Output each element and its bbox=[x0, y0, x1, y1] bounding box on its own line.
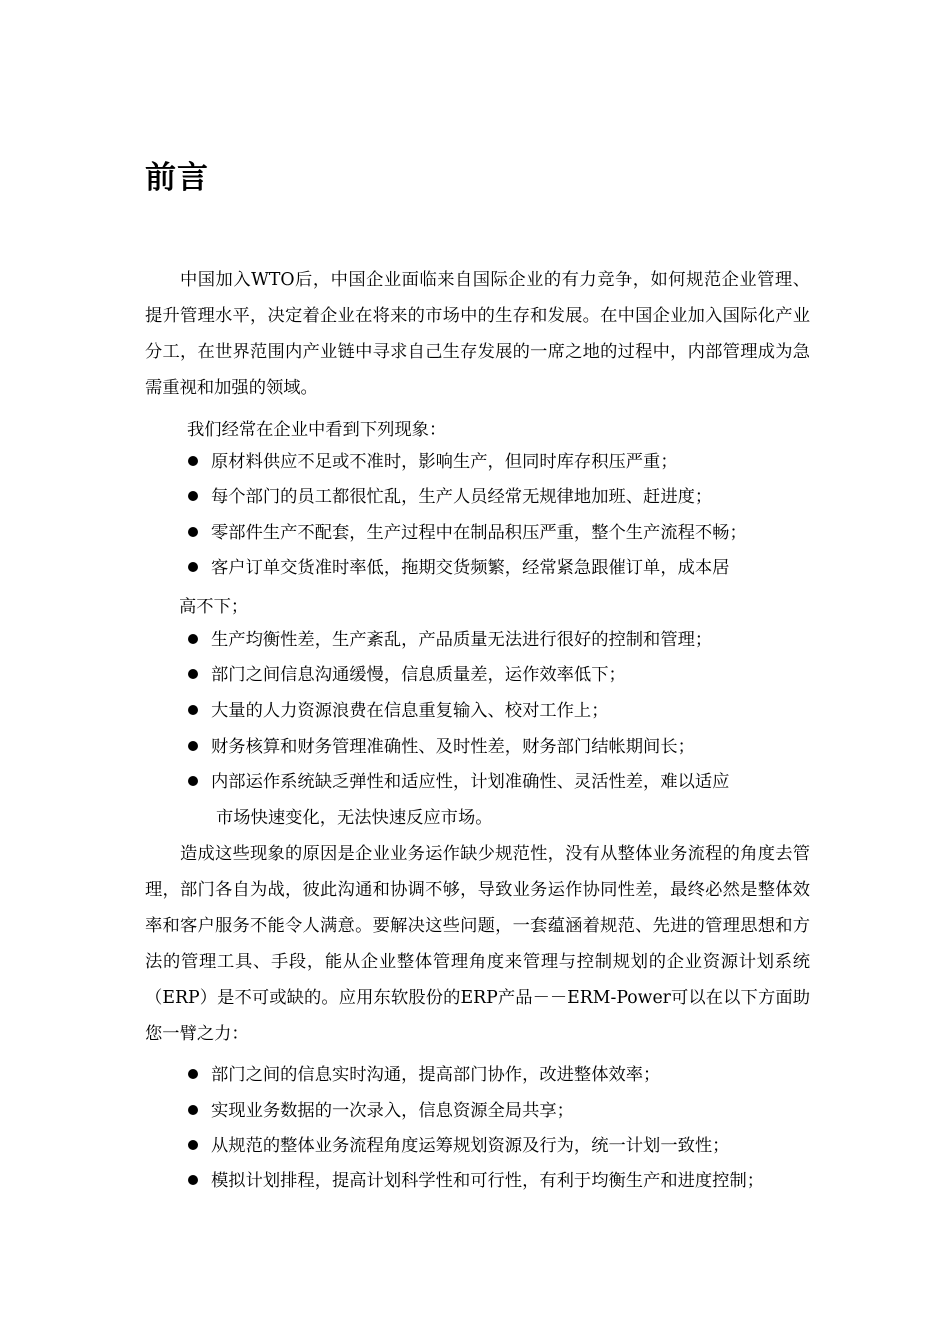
bullet-icon bbox=[188, 1140, 198, 1150]
bullet-icon bbox=[188, 741, 198, 751]
bullet-icon bbox=[188, 456, 198, 466]
bullet-icon bbox=[188, 669, 198, 679]
list-item-continuation: 高不下； bbox=[179, 597, 249, 617]
bullet-icon bbox=[188, 776, 198, 786]
intro-paragraph: 中国加入WTO后，中国企业面临来自国际企业的有力竞争，如何规范企业管理、提升管理水平，决定着企业在将来的市场中的生存和发展。在中国企业加入国际化产业分工，在世界范围内产业链中寻求自己生存发展的一席之地的过程中，内部管理成为急需重视和加强的领域。 bbox=[145, 270, 810, 398]
bullet-icon bbox=[188, 1069, 198, 1079]
bullet-icon bbox=[188, 527, 198, 537]
bullet-icon bbox=[188, 1105, 198, 1115]
bullet-icon bbox=[188, 562, 198, 572]
list-item: 原材料供应不足或不准时，影响生产，但同时库存积压严重； bbox=[188, 444, 678, 480]
list-item: 实现业务数据的一次录入，信息资源全局共享； bbox=[188, 1093, 574, 1129]
list-item: 生产均衡性差，生产紊乱，产品质量无法进行很好的控制和管理； bbox=[188, 622, 712, 658]
cause-paragraph: 造成这些现象的原因是企业业务运作缺少规范性，没有从整体业务流程的角度去管理，部门各自为战，彼此沟通和协调不够，导致业务运作协同性差，最终必然是整体效率和客户服务不能令人满意。要解决这些问题，一套蕴涵着规范、先进的管理思想和方法的管理工具、手段，能从企业整体管理角度来管理与控制规划的企业资源计划系统（ERP）是不可或缺的。应用东软股份的ERP产品－－ERM-Power可以在以下方面助您一臂之力： bbox=[145, 844, 810, 1044]
list-item: 大量的人力资源浪费在信息重复输入、校对工作上； bbox=[188, 693, 608, 729]
bullet-icon bbox=[188, 1175, 198, 1185]
list-item: 内部运作系统缺乏弹性和适应性，计划准确性、灵活性差，难以适应 bbox=[188, 764, 729, 800]
bullet-icon bbox=[188, 705, 198, 715]
list-item: 每个部门的员工都很忙乱，生产人员经常无规律地加班、赶进度； bbox=[188, 479, 712, 515]
list-item: 客户订单交货准时率低，拖期交货频繁，经常紧急跟催订单，成本居 bbox=[188, 550, 729, 586]
bullet-icon bbox=[188, 634, 198, 644]
list-item: 部门之间的信息实时沟通，提高部门协作，改进整体效率； bbox=[188, 1057, 660, 1093]
list-item-continuation: 市场快速变化，无法快速反应市场。 bbox=[216, 808, 493, 828]
list-item: 模拟计划排程，提高计划科学性和可行性，有利于均衡生产和进度控制； bbox=[188, 1163, 764, 1199]
list-item: 从规范的整体业务流程角度运筹规划资源及行为，统一计划一致性； bbox=[188, 1128, 729, 1164]
list-item: 零部件生产不配套，生产过程中在制品积压严重，整个生产流程不畅； bbox=[188, 515, 747, 551]
bullet-icon bbox=[188, 491, 198, 501]
list-item: 财务核算和财务管理准确性、及时性差，财务部门结帐期间长； bbox=[188, 729, 695, 765]
phenomena-lead: 我们经常在企业中看到下列现象： bbox=[187, 420, 447, 440]
list-item: 部门之间信息沟通缓慢，信息质量差，运作效率低下； bbox=[188, 657, 626, 693]
page-title: 前言 bbox=[145, 160, 209, 196]
